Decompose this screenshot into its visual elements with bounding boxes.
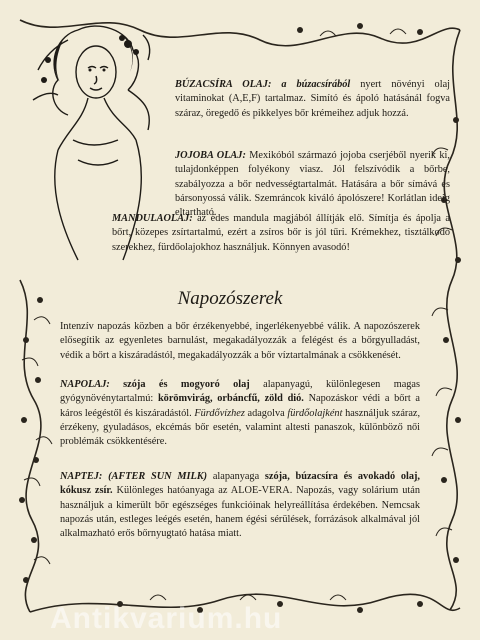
mandula-text: az édes mandula magjából állítják elő. Símítja és ápolja a bőrt, közepes zsírtartalmú, ezért a zsíros bőr is jól tűri. Krémekhez, tisztálkodó szerekhez, fürdőolajokhoz használjuk. Könnyen avasodó! bbox=[112, 213, 450, 253]
watermark-text: Antikvarium.hu bbox=[50, 602, 283, 635]
naptej-text2: Különleges hatóanyaga az ALOE-VERA. Napozás, vagy solárium után használjuk a kimerült bőr egészséges funkcióinak helyreállítása érdekében. Nemcsak napozás után, estleges leégés esetén, hanem égési sérülések, forrázások alkalmával jól alkalmazható erős bőrnyugtató hatása miatt. bbox=[60, 485, 420, 540]
napolaj-base: szója és mogyoró olaj bbox=[123, 379, 250, 390]
napolaj-text1: alapanyagú, különlegesen magas gyógynövénytartalmú: bbox=[60, 379, 421, 405]
naptej-text1: alapanyaga bbox=[212, 471, 260, 482]
naptej-lead: NAPTEJ: (AFTER SUN MILK) bbox=[60, 471, 208, 482]
jojoba-text: Mexikóból származó jojoba cserjéből nyerik ki, tulajdonképpen folyékony viasz. Jól felszívódik a bőrbe, szabályozza a bőr nedvességtartalmát. Hatására a bőr símává és bársonyossá válik. Szemráncok kiváló ápolószere! Korlátlan ideig eltartható. bbox=[175, 150, 450, 219]
napolaj-bath-oil-term: fürdőolajként bbox=[287, 407, 343, 419]
naptej-paragraph bbox=[60, 470, 420, 541]
napolaj-herbs: körömvirág, orbáncfű, zöld dió. bbox=[157, 393, 304, 405]
intro-paragraph: Intenzív napozás közben a bőr érzékenyebbé, ingerlékenyebbé válik. A napozószerek elősegítik az egyenletes barnulást, megakadályozzák a felégést és a bőrgyulladást, védik a bőrt a kiszáradástól, megakadályozzák a bőr víztartalmának a csökkenését. bbox=[60, 321, 420, 361]
napolaj-text3: adagolva bbox=[247, 407, 285, 419]
napolaj-paragraph bbox=[60, 378, 420, 449]
buzacsira-lead: BÚZACSÍRA OLAJ: a búzacsírából bbox=[175, 79, 351, 90]
napolaj-bath-term: Fürdővízhez bbox=[194, 407, 245, 419]
buzacsira-paragraph bbox=[175, 78, 450, 121]
buzacsira-text: nyert növényi olaj vitaminokat (A,E,F) tartalmaz. Simító és ápoló hatásánál fogva száraz, öregedő és pikkelyes bőr krémeihez adjuk hozzá. bbox=[175, 79, 450, 119]
mandula-lead: MANDULAOLAJ: bbox=[112, 213, 193, 224]
jojoba-lead: JOJOBA OLAJ: bbox=[175, 150, 246, 161]
napolaj-lead: NAPOLAJ: bbox=[60, 379, 110, 390]
jojoba-paragraph bbox=[175, 149, 450, 220]
napolaj-text2: Napozáskor védi a bőrt a káros leégéstől és kiszáradástól. bbox=[60, 393, 421, 419]
section-heading: Napozószerek bbox=[177, 288, 283, 309]
napolaj-text4: használjuk száraz, érzékeny, gyuladásos, ekcémás bőr esetén, valamint altesti panaszok, különböző női problémák csökkentésére. bbox=[60, 407, 421, 448]
mandula-paragraph bbox=[112, 212, 450, 255]
naptej-bases: szója, búzacsíra és avokadó olaj, kókusz zsír. bbox=[60, 471, 421, 497]
